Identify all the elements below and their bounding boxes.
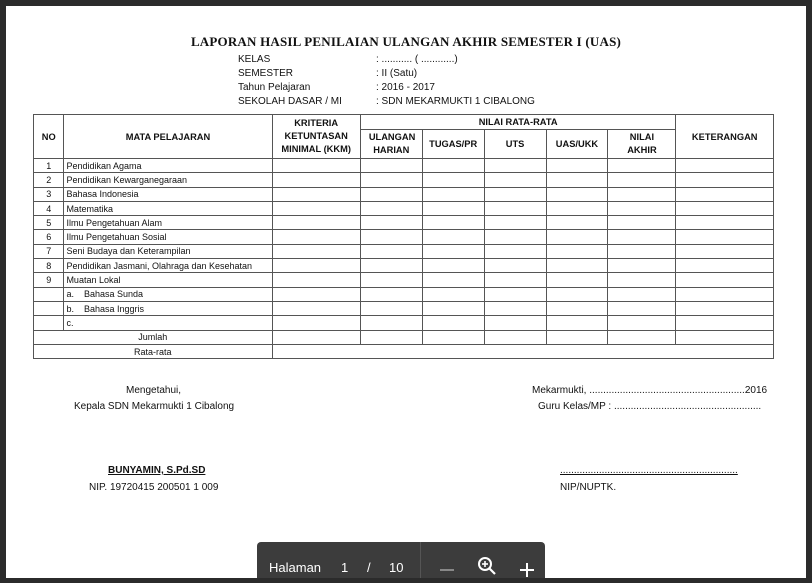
table-row bbox=[34, 216, 774, 230]
score-cell bbox=[546, 230, 608, 244]
meta-label: SEMESTER bbox=[238, 68, 294, 79]
score-cell bbox=[422, 316, 484, 330]
score-cell bbox=[360, 159, 422, 173]
score-cell bbox=[676, 201, 774, 215]
score-cell bbox=[546, 201, 608, 215]
score-cell bbox=[608, 159, 676, 173]
table-row bbox=[34, 230, 774, 244]
score-cell bbox=[608, 244, 676, 258]
meta-value: : II (Satu) bbox=[376, 68, 418, 79]
score-cell bbox=[608, 201, 676, 215]
table-row bbox=[34, 259, 774, 273]
score-cell bbox=[484, 201, 546, 215]
subject-cell: Pendidikan Kewarganegaraan bbox=[64, 173, 272, 187]
meta-row bbox=[238, 53, 535, 67]
page-label: Halaman bbox=[269, 560, 322, 575]
score-cell bbox=[422, 259, 484, 273]
current-page-input[interactable]: 1 bbox=[341, 560, 349, 575]
table-row bbox=[34, 201, 774, 215]
score-cell bbox=[422, 216, 484, 230]
score-cell bbox=[272, 216, 360, 230]
right-sign-line2: Guru Kelas/MP : ..................................................... bbox=[538, 401, 762, 412]
row-number: 9 bbox=[34, 273, 64, 287]
row-number: 2 bbox=[34, 173, 64, 187]
header-note: KETERANGAN bbox=[676, 115, 774, 159]
header-final: NILAI AKHIR bbox=[608, 130, 676, 159]
score-cell bbox=[422, 301, 484, 315]
subject-cell: Muatan Lokal bbox=[64, 273, 272, 287]
score-cell bbox=[360, 187, 422, 201]
score-cell bbox=[272, 244, 360, 258]
score-cell bbox=[546, 287, 608, 301]
score-cell bbox=[272, 173, 360, 187]
row-number: 5 bbox=[34, 216, 64, 230]
row-number: 6 bbox=[34, 230, 64, 244]
subject-cell: Ilmu Pengetahuan Alam bbox=[64, 216, 272, 230]
row-number bbox=[34, 301, 64, 315]
score-cell bbox=[360, 173, 422, 187]
average-label: Rata-rata bbox=[34, 344, 273, 358]
header-no: NO bbox=[34, 115, 64, 159]
score-cell bbox=[608, 187, 676, 201]
subject-cell: Ilmu Pengetahuan Sosial bbox=[64, 230, 272, 244]
row-number: 1 bbox=[34, 159, 64, 173]
score-cell bbox=[676, 187, 774, 201]
score-cell bbox=[484, 187, 546, 201]
meta-label: Tahun Pelajaran bbox=[238, 82, 311, 93]
principal-nip: NIP. 19720415 200501 1 009 bbox=[89, 482, 219, 493]
subject-cell: Pendidikan Jasmani, Olahraga dan Kesehatan bbox=[64, 259, 272, 273]
page-separator: / bbox=[367, 560, 371, 575]
header-daily: ULANGAN HARIAN bbox=[360, 130, 422, 159]
header-uts: UTS bbox=[484, 130, 546, 159]
header-average: NILAI RATA-RATA bbox=[360, 115, 676, 130]
score-cell bbox=[676, 216, 774, 230]
score-cell bbox=[608, 273, 676, 287]
score-cell bbox=[272, 301, 360, 315]
header-subject: MATA PELAJARAN bbox=[64, 115, 272, 159]
plus-icon[interactable] bbox=[515, 556, 539, 578]
subject-cell: Matematika bbox=[64, 201, 272, 215]
score-cell bbox=[608, 230, 676, 244]
header-uas: UAS/UKK bbox=[546, 130, 608, 159]
zoom-out-icon[interactable] bbox=[435, 556, 459, 578]
score-cell bbox=[360, 316, 422, 330]
score-cell bbox=[546, 259, 608, 273]
total-pages: 10 bbox=[389, 560, 404, 575]
table-row bbox=[34, 287, 774, 301]
principal-name: BUNYAMIN, S.Pd.SD bbox=[108, 465, 206, 476]
score-cell bbox=[422, 230, 484, 244]
subject-cell: b. Bahasa Inggris bbox=[64, 301, 272, 315]
score-cell bbox=[676, 287, 774, 301]
score-cell bbox=[608, 259, 676, 273]
meta-label: KELAS bbox=[238, 54, 271, 65]
document-page bbox=[6, 6, 806, 578]
score-cell bbox=[676, 244, 774, 258]
left-sign-line2: Kepala SDN Mekarmukti 1 Cibalong bbox=[74, 401, 235, 412]
subject-cell: Bahasa Indonesia bbox=[64, 187, 272, 201]
score-cell bbox=[422, 273, 484, 287]
score-cell bbox=[676, 159, 774, 173]
table-row bbox=[34, 173, 774, 187]
score-cell bbox=[484, 273, 546, 287]
grades-table bbox=[33, 114, 774, 359]
document-meta bbox=[238, 53, 535, 109]
score-cell bbox=[676, 273, 774, 287]
score-cell bbox=[360, 301, 422, 315]
subject-cell: c. bbox=[64, 316, 272, 330]
score-cell bbox=[608, 316, 676, 330]
score-cell bbox=[272, 230, 360, 244]
score-cell bbox=[360, 230, 422, 244]
score-cell bbox=[360, 287, 422, 301]
score-cell bbox=[484, 173, 546, 187]
meta-row bbox=[238, 95, 535, 109]
meta-value: : ........... ( ............) bbox=[376, 54, 458, 65]
score-cell bbox=[608, 173, 676, 187]
toolbar-divider bbox=[420, 542, 421, 578]
score-cell bbox=[272, 187, 360, 201]
row-number: 4 bbox=[34, 201, 64, 215]
score-cell bbox=[422, 244, 484, 258]
score-cell bbox=[546, 187, 608, 201]
score-cell bbox=[484, 244, 546, 258]
document-title: LAPORAN HASIL PENILAIAN ULANGAN AKHIR SEMESTER I (UAS) bbox=[190, 34, 622, 49]
score-cell bbox=[608, 216, 676, 230]
score-cell bbox=[484, 259, 546, 273]
score-cell bbox=[422, 187, 484, 201]
score-cell bbox=[546, 244, 608, 258]
score-cell bbox=[272, 159, 360, 173]
score-cell bbox=[676, 259, 774, 273]
score-cell bbox=[422, 201, 484, 215]
subject-cell: Seni Budaya dan Keterampilan bbox=[64, 244, 272, 258]
average-row bbox=[34, 344, 774, 358]
total-label: Jumlah bbox=[34, 330, 273, 344]
score-cell bbox=[272, 287, 360, 301]
score-cell bbox=[484, 159, 546, 173]
table-row bbox=[34, 244, 774, 258]
subject-cell: Pendidikan Agama bbox=[64, 159, 272, 173]
subject-cell: a. Bahasa Sunda bbox=[64, 287, 272, 301]
score-cell bbox=[272, 259, 360, 273]
score-cell bbox=[546, 273, 608, 287]
score-cell bbox=[676, 230, 774, 244]
score-cell bbox=[484, 216, 546, 230]
score-cell bbox=[676, 173, 774, 187]
score-cell bbox=[546, 159, 608, 173]
table-row bbox=[34, 187, 774, 201]
score-cell bbox=[546, 216, 608, 230]
teacher-name-line: ................................................................ bbox=[560, 465, 738, 476]
meta-row bbox=[238, 67, 535, 81]
left-sign-line1: Mengetahui, bbox=[126, 385, 182, 396]
score-cell bbox=[676, 301, 774, 315]
score-cell bbox=[360, 201, 422, 215]
zoom-in-icon[interactable] bbox=[475, 556, 499, 578]
score-cell bbox=[676, 316, 774, 330]
grades-table-body bbox=[34, 159, 774, 331]
total-row bbox=[34, 330, 774, 344]
score-cell bbox=[422, 173, 484, 187]
row-number: 8 bbox=[34, 259, 64, 273]
header-kkm: KRITERIA KETUNTASAN MINIMAL (KKM) bbox=[272, 115, 360, 159]
score-cell bbox=[272, 316, 360, 330]
score-cell bbox=[608, 287, 676, 301]
header-task: TUGAS/PR bbox=[422, 130, 484, 159]
score-cell bbox=[422, 159, 484, 173]
table-row bbox=[34, 273, 774, 287]
table-row bbox=[34, 301, 774, 315]
score-cell bbox=[484, 316, 546, 330]
score-cell bbox=[272, 273, 360, 287]
meta-value: : 2016 - 2017 bbox=[376, 82, 435, 93]
row-number: 3 bbox=[34, 187, 64, 201]
meta-label: SEKOLAH DASAR / MI bbox=[238, 96, 342, 107]
table-row bbox=[34, 159, 774, 173]
table-row bbox=[34, 316, 774, 330]
score-cell bbox=[546, 173, 608, 187]
score-cell bbox=[360, 244, 422, 258]
row-number bbox=[34, 287, 64, 301]
score-cell bbox=[360, 259, 422, 273]
row-number bbox=[34, 316, 64, 330]
score-cell bbox=[422, 287, 484, 301]
row-number: 7 bbox=[34, 244, 64, 258]
teacher-nip: NIP/NUPTK. bbox=[560, 482, 617, 493]
score-cell bbox=[360, 216, 422, 230]
score-cell bbox=[608, 301, 676, 315]
score-cell bbox=[546, 301, 608, 315]
meta-value: : SDN MEKARMUKTI 1 CIBALONG bbox=[376, 96, 535, 107]
score-cell bbox=[272, 201, 360, 215]
right-sign-line1: Mekarmukti, ........................................................2016 bbox=[532, 385, 768, 396]
score-cell bbox=[360, 273, 422, 287]
meta-row bbox=[238, 81, 535, 95]
score-cell bbox=[484, 301, 546, 315]
score-cell bbox=[484, 287, 546, 301]
score-cell bbox=[484, 230, 546, 244]
pdf-viewer-toolbar bbox=[257, 542, 545, 578]
score-cell bbox=[546, 316, 608, 330]
